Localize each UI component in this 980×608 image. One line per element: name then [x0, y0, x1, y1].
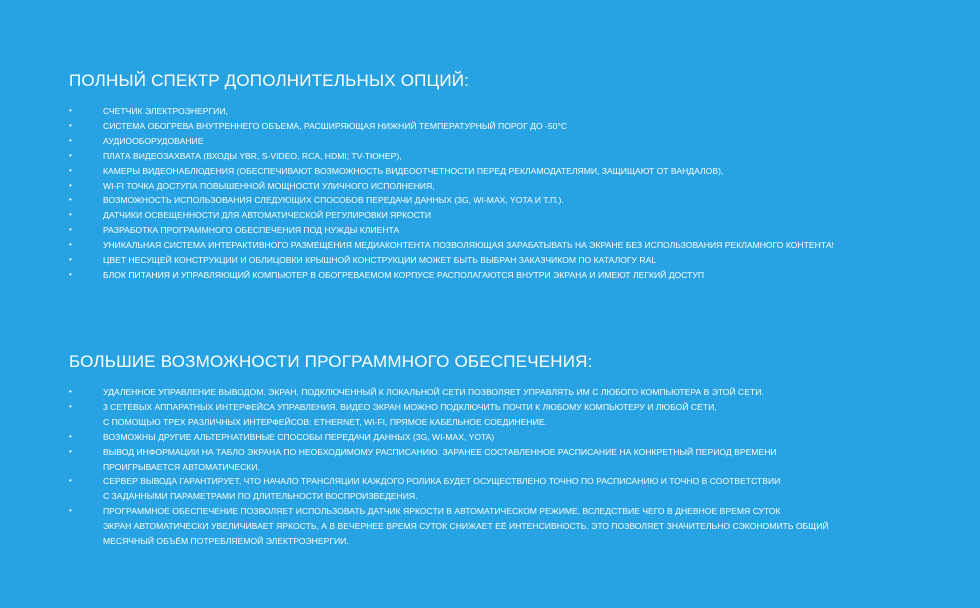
list-item-text: СЧЕТЧИК ЭЛЕКТРОЭНЕРГИИ, — [103, 106, 228, 116]
list-item-text: С ЗАДАННЫМИ ПАРАМЕТРАМИ ПО ДЛИТЕЛЬНОСТИ ВОСПРОИЗВЕДЕНИЯ. — [103, 491, 418, 502]
list-item — [69, 474, 959, 504]
software-list — [69, 385, 959, 549]
bullet-icon: • — [69, 120, 72, 130]
list-item-text: УНИКАЛЬНАЯ СИСТЕМА ИНТЕРАКТИВНОГО РАЗМЕЩЕНИЯ МЕДИАКОНТЕНТА ПОЗВОЛЯЮЩАЯ ЗАРАБАТЫВАТЬ НА ЭКРАНЕ БЕЗ ИСПОЛЬЗОВАНИЯ РЕКЛАМНОГО КОНТЕНТА! — [103, 240, 834, 251]
bullet-icon: • — [69, 150, 72, 160]
list-item — [69, 104, 959, 119]
bullet-icon: • — [69, 431, 72, 441]
list-item — [69, 164, 959, 179]
list-item — [69, 253, 959, 268]
list-item-text: ДАТЧИКИ ОСВЕЩЕННОСТИ ДЛЯ АВТОМАТИЧЕСКОЙ РЕГУЛИРОВКИ ЯРКОСТИ — [103, 210, 432, 221]
bullet-icon: • — [69, 180, 72, 190]
bullet-icon: • — [69, 240, 72, 250]
list-item — [69, 149, 959, 164]
list-item-text: УДАЛЕННОЕ УПРАВЛЕНИЕ ВЫВОДОМ. ЭКРАН, ПОДКЛЮЧЕННЫЙ К ЛОКАЛЬНОЙ СЕТИ ПОЗВОЛЯЕТ УПРАВЛЯТЬ ИМ С ЛЮБОГО КОМПЬЮТЕРА В ЭТОЙ СЕТИ. — [103, 387, 764, 397]
list-item-text: ЦВЕТ НЕСУЩЕЙ КОНСТРУКЦИИ И ОБЛИЦОВКИ КРЫШНОЙ КОНСТРУКЦИИ МОЖЕТ БЫТЬ ВЫБРАН ЗАКАЗЧИКОМ ПО КАТАЛОГУ RAL — [103, 255, 657, 266]
list-item-text: WI-FI ТОЧКА ДОСТУПА ПОВЫШЕННОЙ МОЩНОСТИ УЛИЧНОГО ИСПОЛНЕНИЯ, — [103, 180, 435, 191]
bullet-icon: • — [69, 135, 72, 145]
bullet-icon: • — [69, 506, 72, 516]
bullet-icon: • — [69, 269, 72, 279]
bullet-icon: • — [69, 446, 72, 456]
list-item — [69, 223, 959, 238]
list-item-text: РАЗРАБОТКА ПРОГРАММНОГО ОБЕСПЕЧЕНИЯ ПОД НУЖДЫ КЛИЕНТА — [103, 225, 400, 236]
list-item-text: ВЫВОД ИНФОРМАЦИИ НА ТАБЛО ЭКРАНА ПО НЕОБХОДИМОМУ РАСПИСАНИЮ. ЗАРАНЕЕ СОСТАВЛЕННОЕ РАСПИСАНИЕ НА КОНКРЕТНЫЙ ПЕРИОД ВРЕМЕНИ — [103, 446, 777, 457]
list-item-text: ВОЗМОЖНОСТЬ ИСПОЛЬЗОВАНИЯ СЛЕДУЮЩИХ СПОСОБОВ ПЕРЕДАЧИ ДАННЫХ (3G, WI-MAX, YOTA И Т.П.). — [103, 195, 564, 206]
list-item — [69, 385, 959, 400]
list-item — [69, 208, 959, 223]
list-item — [69, 193, 959, 208]
list-item — [69, 430, 959, 445]
list-item — [69, 134, 959, 149]
options-list — [69, 104, 959, 283]
list-item-text: МЕСЯЧНЫЙ ОБЪЁМ ПОТРЕБЛЯЕМОЙ ЭЛЕКТРОЭНЕРГИИ. — [103, 536, 349, 547]
bullet-icon: • — [69, 106, 72, 115]
list-item-text: С ПОМОЩЬЮ ТРЕХ РАЗЛИЧНЫХ ИНТЕРФЕЙСОВ: ETHERNET, WI-FI, ПРЯМОЕ КАБЕЛЬНОЕ СОЕДИНЕНИЕ. — [103, 416, 547, 427]
list-item-text: СЕРВЕР ВЫВОДА ГАРАНТИРУЕТ, ЧТО НАЧАЛО ТРАНСЛЯЦИИ КАЖДОГО РОЛИКА БУДЕТ ОСУЩЕСТВЛЕНО ТОЧНО ПО РАСПИСАНИЮ И ТОЧНО В СООТВЕТСТВИИ — [103, 476, 781, 487]
bullet-icon: • — [69, 165, 72, 175]
bullet-icon: • — [69, 225, 72, 235]
bullet-icon: • — [69, 195, 72, 205]
list-item — [69, 238, 959, 253]
list-item — [69, 445, 959, 475]
list-item-text: ПРОИГРЫВАЕТСЯ АВТОМАТИЧЕСКИ. — [103, 461, 260, 472]
list-item — [69, 119, 959, 134]
list-item — [69, 179, 959, 194]
list-item-text: ЭКРАН АВТОМАТИЧЕСКИ УВЕЛИЧИВАЕТ ЯРКОСТЬ, А В ВЕЧЕРНЕЕ ВРЕМЯ СУТОК СНИЖАЕТ ЕЁ ИНТЕНСИВНОСТЬ. ЭТО ПОЗВОЛЯЕТ ЗНАЧИТЕЛЬНО СЭКОНОМИТЬ ОБЩИЙ — [103, 521, 829, 532]
list-item-text: 3 СЕТЕВЫХ АППАРАТНЫХ ИНТЕРФЕЙСА УПРАВЛЕНИЯ. ВИДЕО ЭКРАН МОЖНО ПОДКЛЮЧИТЬ ПОЧТИ К ЛЮБОМУ КОМПЬЮТЕРУ И ЛЮБОЙ СЕТИ, — [103, 401, 717, 412]
list-item — [69, 268, 959, 283]
list-item-text: БЛОК ПИТАНИЯ И УПРАВЛЯЮЩИЙ КОМПЬЮТЕР В ОБОГРЕВАЕМОМ КОРПУСЕ РАСПОЛАГАЮТСЯ ВНУТРИ ЭКРАНА И ИМЕЮТ ЛЕГКИЙ ДОСТУП — [103, 269, 705, 280]
bullet-icon: • — [69, 255, 72, 265]
bullet-icon: • — [69, 387, 72, 396]
list-item-text: АУДИООБОРУДОВАНИЕ — [103, 135, 204, 146]
bullet-icon: • — [69, 476, 72, 486]
list-item — [69, 400, 959, 430]
options-heading: ПОЛНЫЙ СПЕКТР ДОПОЛНИТЕЛЬНЫХ ОПЦИЙ: — [69, 71, 470, 90]
bullet-icon: • — [69, 401, 72, 411]
software-section — [69, 351, 959, 549]
list-item-text: СИСТЕМА ОБОГРЕВА ВНУТРЕННЕГО ОБЪЕМА, РАСШИРЯЮЩАЯ НИЖНИЙ ТЕМПЕРАТУРНЫЙ ПОРОГ ДО -50°С — [103, 120, 568, 131]
software-heading: БОЛЬШИЕ ВОЗМОЖНОСТИ ПРОГРАММНОГО ОБЕСПЕЧЕНИЯ: — [69, 352, 593, 371]
bullet-icon: • — [69, 210, 72, 220]
list-item-text: ВОЗМОЖНЫ ДРУГИЕ АЛЬТЕРНАТИВНЫЕ СПОСОБЫ ПЕРЕДАЧИ ДАННЫХ (3G, WI-MAX, YOTA) — [103, 431, 495, 442]
list-item-text: ПРОГРАММНОЕ ОБЕСПЕЧЕНИЕ ПОЗВОЛЯЕТ ИСПОЛЬЗОВАТЬ ДАТЧИК ЯРКОСТИ В АВТОМАТИЧЕСКОМ РЕЖИМЕ, ВСЛЕДСТВИЕ ЧЕГО В ДНЕВНОЕ ВРЕМЯ СУТОК — [103, 506, 781, 517]
list-item-text: ПЛАТА ВИДЕОЗАХВАТА (ВХОДЫ YBR, S-VIDEO, RCA, HDMI; TV-ТЮНЕР), — [103, 150, 402, 161]
list-item — [69, 504, 959, 549]
list-item-text: КАМЕРЫ ВИДЕОНАБЛЮДЕНИЯ (ОБЕСПЕЧИВАЮТ ВОЗМОЖНОСТЬ ВИДЕООТЧЕТНОСТИ ПЕРЕД РЕКЛАМОДАТЕЛЯМИ, ЗАЩИЩАЮТ ОТ ВАНДАЛОВ), — [103, 165, 724, 176]
options-section — [69, 70, 959, 283]
